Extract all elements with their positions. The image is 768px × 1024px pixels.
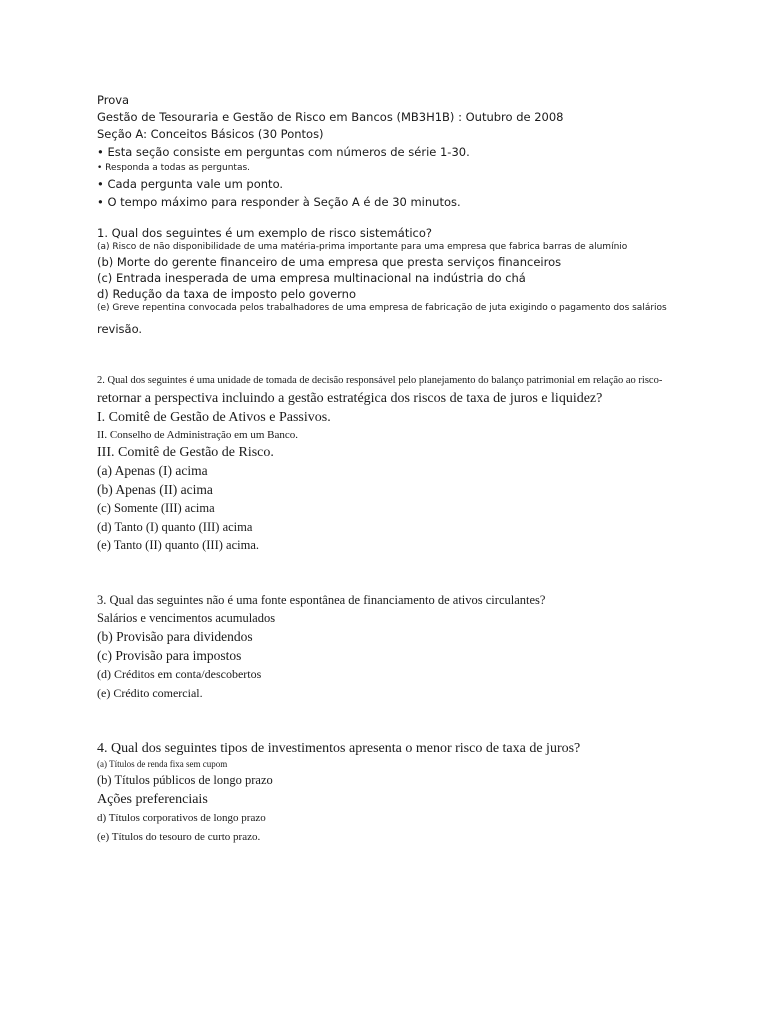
- answer-option: (c) Somente (III) acima: [97, 501, 215, 515]
- answer-option: Salários e vencimentos acumulados: [97, 610, 276, 625]
- section-title: Seção A: Conceitos Básicos (30 Pontos): [97, 127, 324, 141]
- question-text: 1. Qual dos seguintes é um exemplo de risco sistemático?: [97, 226, 433, 240]
- question-text: 4. Qual dos seguintes tipos de investimentos apresenta o menor risco de taxa de juros?: [97, 741, 581, 756]
- question-item: II. Conselho de Administração em um Banco.: [97, 429, 299, 441]
- answer-option: (b) Títulos públicos de longo prazo: [97, 773, 273, 787]
- answer-option: (b) Provisão para dividendos: [97, 629, 253, 644]
- answer-option: (e) Greve repentina convocada pelos trabalhadores de uma empresa de fabricação de juta exigindo o pagamento dos salários: [97, 303, 667, 313]
- answer-option: (a) Apenas (I) acima: [97, 463, 208, 478]
- answer-option: (d) Créditos em conta/descobertos: [97, 667, 262, 681]
- answer-option: d) Redução da taxa de imposto pelo governo: [97, 287, 356, 301]
- instruction-bullet: • Cada pergunta vale um ponto.: [97, 177, 284, 191]
- answer-option: (e) Títulos do tesouro de curto prazo.: [97, 831, 261, 843]
- answer-option: d) Títulos corporativos de longo prazo: [97, 812, 266, 824]
- question-4: [97, 740, 737, 847]
- answer-option: (d) Tanto (I) quanto (III) acima: [97, 519, 253, 534]
- answer-option: (c) Entrada inesperada de uma empresa multinacional na indústria do chá: [97, 271, 526, 285]
- answer-option: (e) Crédito comercial.: [97, 685, 203, 700]
- question-1: [97, 225, 737, 337]
- question-item: III. Comitê de Gestão de Risco.: [97, 445, 274, 460]
- answer-option: (b) Morte do gerente financeiro de uma empresa que presta serviços financeiros: [97, 255, 562, 269]
- question-text: 3. Qual das seguintes não é uma fonte espontânea de financiamento de ativos circulantes?: [97, 592, 546, 607]
- question-2: [97, 373, 737, 555]
- exam-title: Gestão de Tesouraria e Gestão de Risco em Bancos (MB3H1B) : Outubro de 2008: [97, 110, 564, 124]
- question-text: 2. Qual dos seguintes é uma unidade de tomada de decisão responsável pelo planejamento do balanço patrimonial em relação ao risco-: [97, 375, 663, 386]
- exam-label: Prova: [97, 93, 130, 107]
- answer-option-continuation: revisão.: [97, 322, 143, 336]
- exam-page: [97, 92, 737, 847]
- answer-option: (a) Títulos de renda fixa sem cupom: [97, 759, 228, 769]
- instruction-bullet: • O tempo máximo para responder à Seção A é de 30 minutos.: [97, 195, 461, 209]
- answer-option: (c) Provisão para impostos: [97, 648, 242, 663]
- question-item: I. Comitê de Gestão de Ativos e Passivos.: [97, 410, 331, 425]
- instruction-bullet: • Esta seção consiste em perguntas com números de série 1-30.: [97, 145, 470, 159]
- answer-option: Ações preferenciais: [97, 792, 208, 807]
- question-3: [97, 591, 737, 703]
- instruction-bullet: • Responda a todas as perguntas.: [97, 163, 251, 173]
- answer-option: (b) Apenas (II) acima: [97, 481, 213, 497]
- exam-header: [97, 92, 737, 211]
- answer-option: (e) Tanto (II) quanto (III) acima.: [97, 538, 260, 552]
- answer-option: (a) Risco de não disponibilidade de uma matéria-prima importante para uma empresa que fabrica barras de alumínio: [97, 242, 628, 252]
- question-text: retornar a perspectiva incluindo a gestão estratégica dos riscos de taxa de juros e liquidez?: [97, 391, 603, 406]
